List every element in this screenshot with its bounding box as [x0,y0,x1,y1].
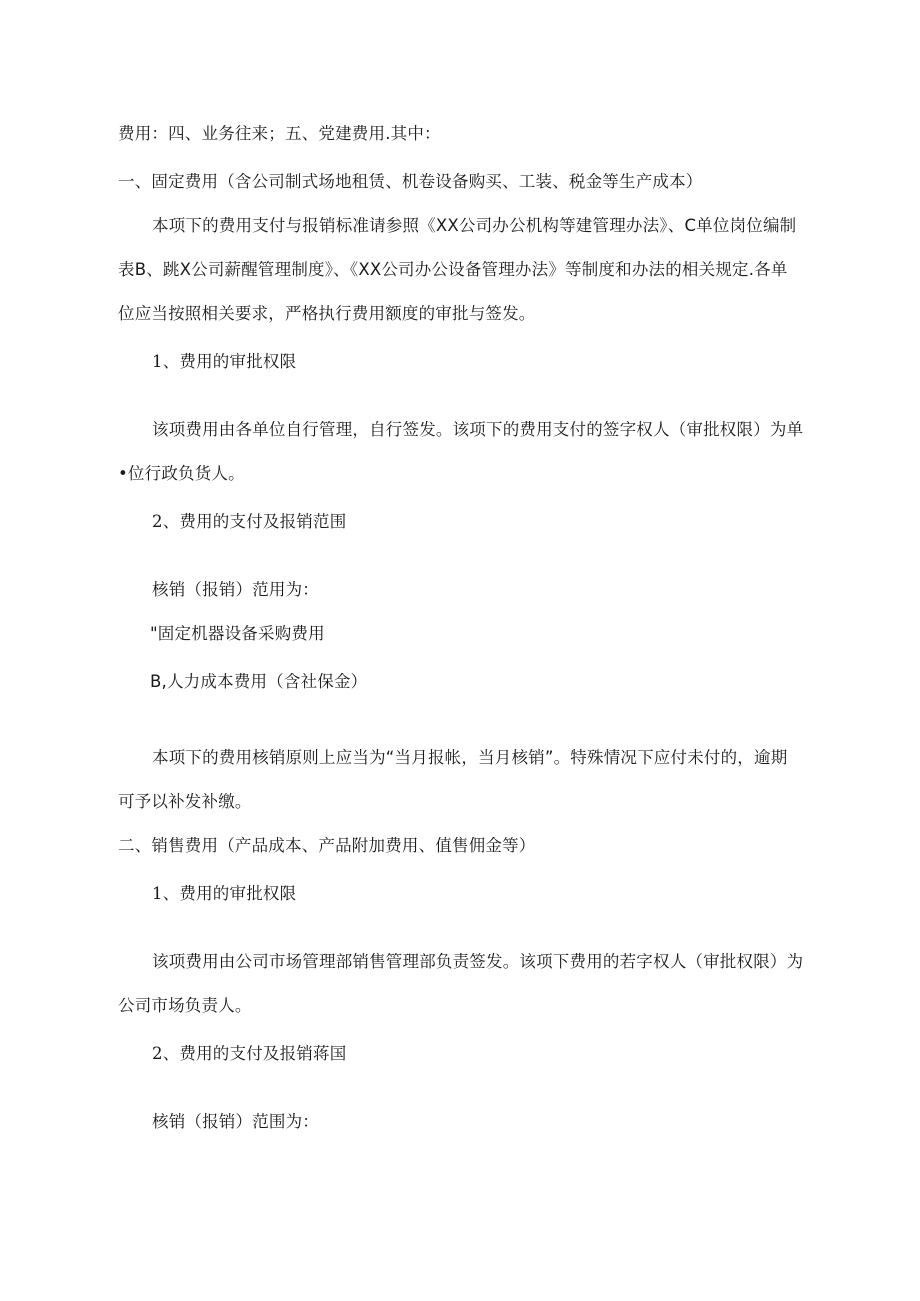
paragraph-line: 该项费用由各单位自行管理，自行签发。该项下的费用支付的签字权人（审批权限）为单 [152,420,804,439]
list-item: B,人力成本费用（含社保金） [150,672,368,691]
section-heading-sales-costs: 二、销售费用（产品成本、产品附加费用、值售佣金等） [118,836,536,855]
paragraph-line: 本项下的费用核销原则上应当为“当月报帐，当月核销”。特殊情况下应付未付的，逾期 [152,748,788,767]
paragraph-line: 可予以补发补缴。 [118,792,252,811]
subheading-approval-authority: 1、费用的审批权限 [152,352,297,371]
paragraph-line: 核销（报销）范围为： [152,1112,319,1131]
paragraph-line: 核销（报销）范用为： [152,580,319,599]
paragraph-line: •位行政负货人。 [118,464,245,483]
section-heading-fixed-costs: 一、固定费用（含公司制式场地租赁、机卷设备购买、工装、税金等生产成本） [118,172,703,191]
paragraph-line: 公司市场负责人。 [118,996,252,1015]
list-item: "固定机器设备采购费用 [150,624,325,643]
intro-line: 费用：四、业务往来；五、党建费用.其中： [118,124,441,143]
paragraph-line: 本项下的费用支付与报销标准请参照《XX公司办公机构等建管理办法》、C单位岗位编制 [152,216,797,235]
subheading-payment-scope: 2、费用的支付及报销范围 [152,512,347,531]
subheading-payment-scope: 2、费用的支付及报销蒋国 [152,1044,347,1063]
paragraph-line: 表B、跳X公司薪醒管理制度》、《XX公司办公设备管理办法》等制度和办法的相关规定.各单 [118,260,788,279]
paragraph-line: 位应当按照相关要求，严格执行费用额度的审批与签发。 [118,304,536,323]
subheading-approval-authority: 1、费用的审批权限 [152,884,297,903]
paragraph-line: 该项费用由公司市场管理部销售管理部负责签发。该项下费用的若字权人（审批权限）为 [152,952,804,971]
